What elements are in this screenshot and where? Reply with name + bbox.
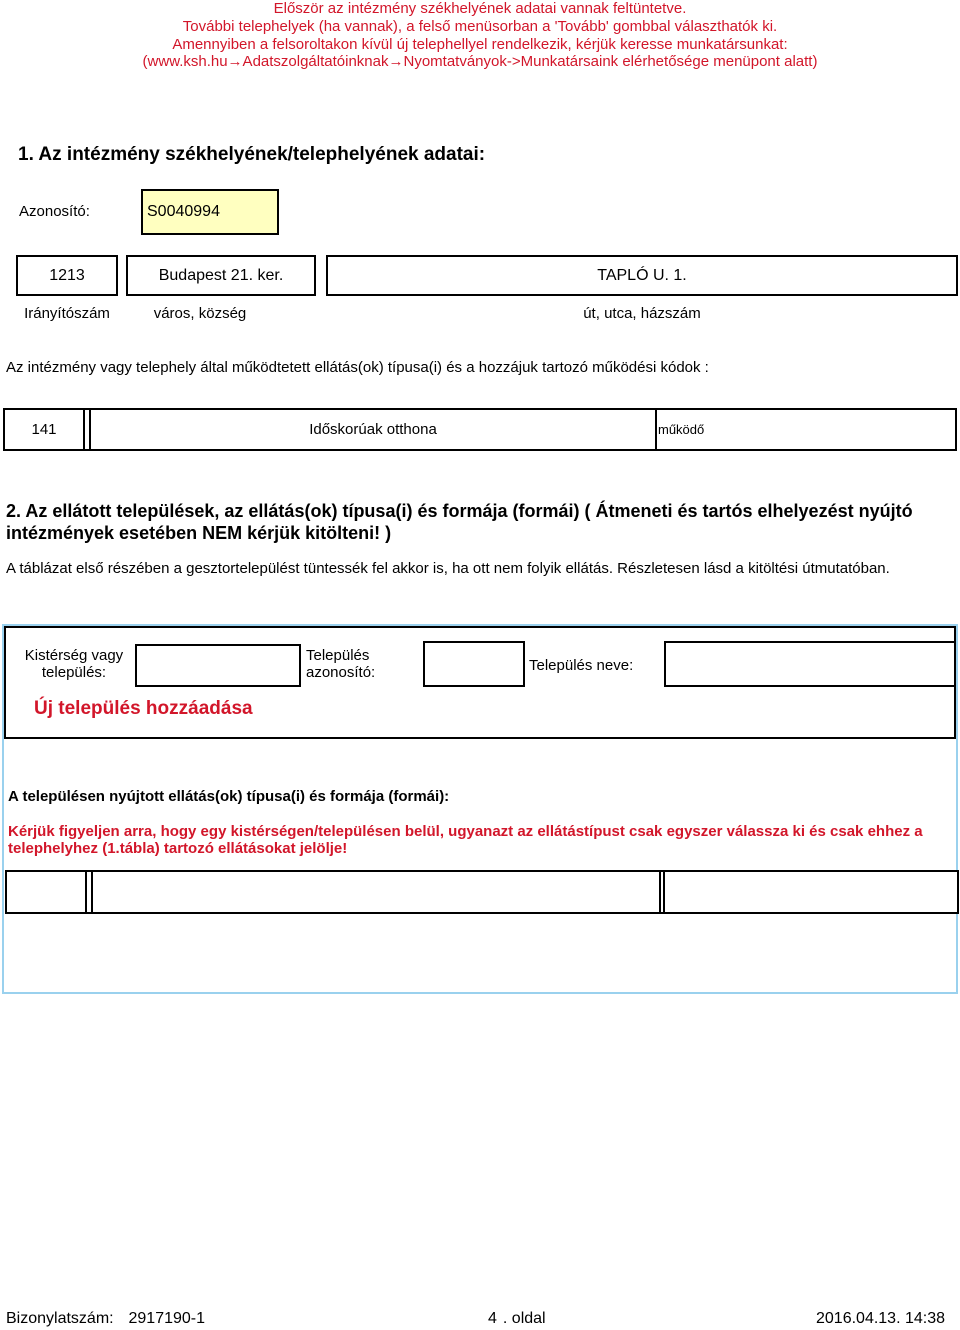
telepules-azon-input[interactable]	[423, 641, 525, 687]
service-code-cell[interactable]	[5, 410, 85, 449]
footer-doc-label: Bizonylatszám:	[6, 1310, 114, 1327]
id-field[interactable]	[141, 189, 279, 235]
kisterseg-input[interactable]	[135, 644, 301, 687]
postcode-value: 1213	[49, 266, 85, 284]
service-status-cell[interactable]	[658, 410, 704, 449]
footer-page-number: 4	[488, 1310, 497, 1327]
services-heading: A településen nyújtott ellátás(ok) típusa(i) és formája (formái):	[8, 788, 450, 805]
footer-doc-value: 2917190-1	[128, 1310, 206, 1327]
service-row	[3, 408, 957, 451]
footer-datetime: 2016.04.13. 14:38	[816, 1310, 946, 1327]
notice-line-3: Amennyiben a felsoroltakon kívül új telephellyel rendelkezik, kérjük keresse munkatársunkat:	[172, 36, 788, 53]
id-value: S0040994	[147, 203, 220, 220]
section2-description: A táblázat első részében a gesztortelepülést tüntessék fel akkor is, ha ott nem folyik ellátás. Részletesen lásd a kitöltési útmutatóban.	[6, 560, 890, 577]
settlement-service-name-cell[interactable]	[91, 872, 661, 912]
street-value: TAPLÓ U. 1.	[597, 266, 687, 284]
warning-text: Kérjük figyeljen arra, hogy egy kistérségen/településen belül, ugyanazt az ellátástípust csak egyszer válassza ki és csak ehhez a telephelyhez (1.tábla) tartozó ellátásokat jelölje!	[8, 823, 923, 857]
service-name: Időskorúak otthona	[309, 421, 437, 438]
footer-page	[488, 1310, 546, 1328]
service-code: 141	[31, 421, 57, 438]
city-field[interactable]	[126, 255, 316, 296]
service-status: működő	[658, 422, 705, 437]
settlement-service-row	[5, 870, 959, 914]
footer-doc-number	[6, 1310, 205, 1328]
service-name-cell[interactable]	[89, 410, 657, 449]
section1-title: 1. Az intézmény székhelyének/telephelyének adatai:	[18, 144, 486, 165]
notice-line-2: További telephelyek (ha vannak), a felső menüsorban a 'Tovább' gombbal választhatók ki.	[182, 18, 778, 35]
street-field[interactable]	[326, 255, 958, 296]
kisterseg-label: Kistérség vagy település:	[24, 647, 124, 681]
telepules-nev-input[interactable]	[664, 641, 956, 687]
city-value: Budapest 21. ker.	[158, 266, 284, 284]
postcode-label: Irányítószám	[24, 305, 110, 322]
postcode-field[interactable]	[16, 255, 118, 296]
id-label: Azonosító:	[19, 203, 90, 220]
telepules-azon-label: Település azonosító:	[306, 647, 376, 681]
city-label: város, község	[153, 305, 247, 322]
notice-line-1: Először az intézmény székhelyének adatai vannak feltüntetve.	[273, 0, 687, 17]
settlement-service-status-cell[interactable]	[663, 872, 959, 912]
notice-line-4: (www.ksh.hu→Adatszolgáltatóinknak→Nyomtatványok->Munkatársaink elérhetősége menüpont alatt)	[142, 53, 818, 70]
services-label: Az intézmény vagy telephely által működtetett ellátás(ok) típusa(i) és a hozzájuk tartozó működési kódok :	[6, 359, 709, 376]
street-label: út, utca, házszám	[583, 305, 701, 322]
footer-page-suffix: . oldal	[502, 1310, 546, 1327]
settlement-service-code-cell[interactable]	[7, 872, 87, 912]
section2-title: 2. Az ellátott települések, az ellátás(ok) típusa(i) és formája (formái) ( Átmeneti és tartós elhelyezést nyújtó intézmények esetében NEM kérjük kitölteni! )	[6, 501, 913, 543]
settlement-panel	[4, 626, 956, 739]
telepules-nev-label: Település neve:	[529, 657, 634, 674]
add-settlement-link[interactable]: Új település hozzáadása	[34, 698, 253, 719]
section2-panel	[2, 624, 958, 994]
